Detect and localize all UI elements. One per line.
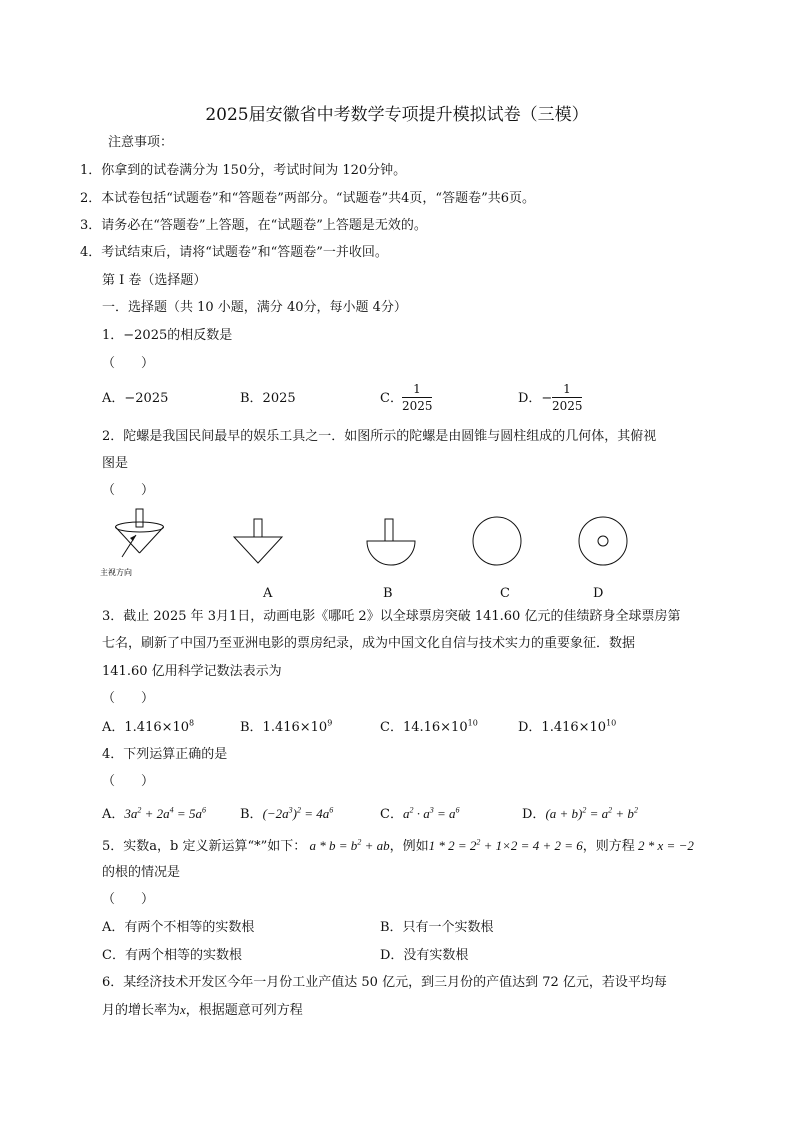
notice-item-1: 1．你拿到的试卷满分为 150分，考试时间为 120分钟。	[80, 163, 407, 178]
q3-blank: （ ）	[102, 691, 155, 706]
q1-option-d-label: D．−	[518, 391, 553, 406]
spinning-top-figure	[100, 509, 164, 577]
q3-option-b	[240, 719, 332, 737]
q1-c-denominator: 2025	[402, 399, 433, 413]
q2-label-d: D	[593, 586, 604, 601]
q1-option-a: A．−2025	[102, 391, 169, 406]
q4-d-expression: $(a + b)^2 = a^2 + b^2$	[545, 805, 638, 821]
q6-line2-b: ，根据题意可列方程	[185, 1003, 303, 1018]
q4-option-b	[240, 805, 333, 824]
q6-line2-a: 月的增长率为	[102, 1003, 181, 1018]
q4-c-expression: $a^2 \cdot a^3 = a^6$	[402, 805, 460, 821]
q5-stem-c: ，则方程	[582, 839, 635, 854]
q5-stem-b: ，例如	[389, 839, 429, 854]
q3-d-base: D．1.416×10	[518, 720, 607, 735]
q1-option-d-fraction	[552, 382, 582, 413]
q5-blank: （ ）	[102, 892, 155, 907]
exam-title: 2025届安徽省中考数学专项提升模拟试卷（三模）	[205, 105, 589, 125]
q5-stem	[102, 837, 694, 856]
q3-option-d	[518, 719, 616, 737]
q2-label-a: A	[263, 586, 273, 601]
q3-stem-line3: 141.60 亿用科学记数法表示为	[102, 664, 282, 679]
q4-a-label: A．	[102, 807, 125, 822]
q2-option-b-shape	[367, 519, 415, 565]
q3-a-base: A．1.416×10	[102, 720, 190, 735]
q2-stem-line1: 2．陀螺是我国民间最早的娱乐工具之一．如图所示的陀螺是由圆锥与圆柱组成的几何体，其俯视	[102, 429, 657, 444]
q1-d-denominator: 2025	[552, 399, 583, 413]
part-heading: 一．选择题（共 10 小题，满分 40分，每小题 4分）	[102, 300, 407, 315]
notice-item-2: 2．本试卷包括“试题卷”和“答题卷”两部分。“试题卷”共4页，“答题卷”共6页。	[80, 191, 535, 206]
q4-blank: （ ）	[102, 774, 155, 789]
q3-stem-line2: 七名，刷新了中国乃至亚洲电影的票房纪录，成为中国文化自信与技术实力的重要象征．数据	[102, 636, 636, 651]
q1-option-c-label: C．	[380, 391, 403, 406]
q2-label-c: C	[500, 586, 510, 601]
q5-option-a: A．有两个不相等的实数根	[102, 920, 255, 935]
q5-example: $1 * 2 = 2^2 + 1\times 2 = 4 + 2 = 6$	[428, 837, 583, 853]
q3-b-base: B．1.416×10	[240, 720, 328, 735]
q5-option-c: C．有两个相等的实数根	[102, 948, 242, 963]
q1-option-b: B．2025	[240, 391, 296, 406]
q5-option-b: B．只有一个实数根	[380, 920, 494, 935]
q2-label-b: B	[383, 586, 393, 601]
q4-option-d	[522, 805, 638, 824]
q4-option-c	[380, 805, 459, 824]
q6-stem-line2	[102, 1001, 303, 1020]
q2-stem-line2: 图是	[102, 456, 129, 471]
q3-c-exponent: 10	[467, 718, 478, 728]
q4-stem: 4．下列运算正确的是	[102, 747, 228, 762]
q3-option-c	[380, 719, 478, 737]
q3-option-a	[102, 719, 194, 737]
notice-item-3: 3．请务必在“答题卷”上答题，在“试题卷”上答题是无效的。	[80, 218, 427, 233]
q1-c-numerator: 1	[413, 382, 421, 396]
q2-figures	[96, 505, 656, 605]
q3-b-exponent: 9	[327, 718, 333, 728]
q5-definition: $a * b = b^2$ + ab	[306, 837, 390, 853]
q5-option-d: D．没有实数根	[380, 948, 469, 963]
q4-b-label: B．	[240, 807, 263, 822]
fraction-bar	[552, 397, 582, 398]
q4-b-expression: $(-2a^3)^2 = 4a^6$	[262, 805, 334, 821]
volume-heading: 第 I 卷（选择题）	[102, 273, 207, 288]
q3-d-exponent: 10	[606, 718, 617, 728]
fraction-bar	[402, 397, 432, 398]
q1-option-c-fraction	[402, 382, 432, 413]
q3-c-base: C．14.16×10	[380, 720, 468, 735]
q4-c-label: C．	[380, 807, 403, 822]
q2-figure-caption: 主视方向	[100, 568, 132, 577]
q1-d-numerator: 1	[563, 382, 571, 396]
q6-variable: x	[180, 1002, 186, 1017]
q3-stem-line1: 3．截止 2025 年 3月1日，动画电影《哪吒 2》以全球票房突破 141.60 亿元的佳绩跻身全球票房第	[102, 609, 681, 624]
q4-d-label: D．	[522, 807, 546, 822]
q5-equation: 2 * x = −2	[634, 838, 694, 853]
q2-blank: （ ）	[102, 483, 155, 498]
q4-option-a	[102, 805, 206, 824]
notice-item-4: 4．考试结束后，请将“试题卷”和“答题卷”一并收回。	[80, 245, 388, 260]
notice-heading: 注意事项：	[108, 135, 174, 150]
q2-option-d-shape	[579, 517, 627, 565]
q2-option-a-shape	[234, 519, 282, 563]
q1-stem: 1．−2025的相反数是	[102, 328, 233, 343]
q1-blank: （ ）	[102, 356, 155, 371]
q6-stem-line1: 6．某经济技术开发区今年一月份工业产值达 50 亿元，到三月份的产值达到 72 亿元，若设平均每	[102, 975, 667, 990]
q2-option-c-shape	[473, 517, 521, 565]
q3-a-exponent: 8	[189, 718, 195, 728]
q5-stem-line2: 的根的情况是	[102, 865, 181, 880]
q4-a-expression: $3a^2 + 2a^4 = 5a^6$	[124, 805, 206, 821]
q5-stem-a: 5．实数a，b 定义新运算“*”如下：	[102, 839, 307, 854]
